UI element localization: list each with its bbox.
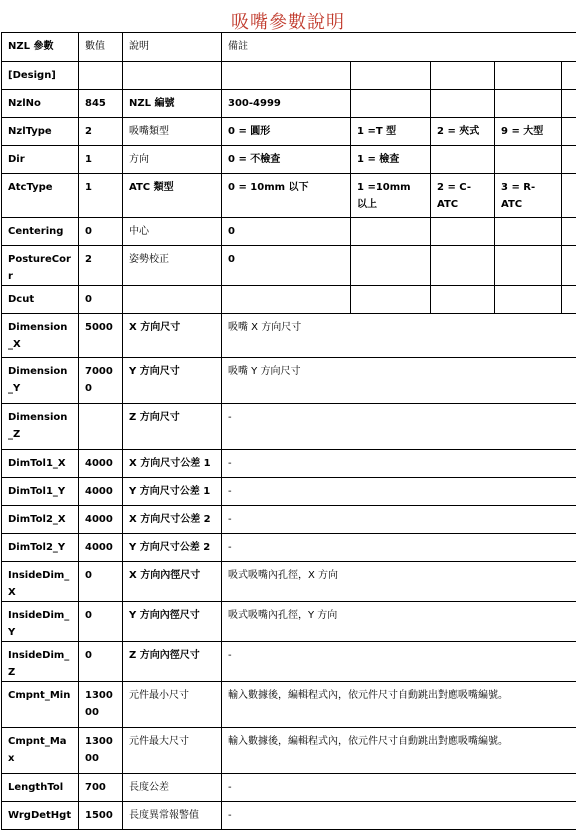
option-1 [351,218,431,246]
param-note: - [222,774,576,802]
param-name: DimTol1_X [2,450,79,478]
param-description: 中心 [123,218,222,246]
extra-cell [562,118,576,146]
option-1 [351,62,431,90]
param-note: - [222,534,576,562]
param-name: AtcType [2,174,79,218]
param-value: 130000 [79,682,123,728]
param-note: 0 [222,218,351,246]
param-note: 0 [222,246,351,286]
param-name: [Design] [2,62,79,90]
option-1 [351,246,431,286]
option-1: 1 =10mm 以上 [351,174,431,218]
param-value: 4000 [79,478,123,506]
param-name: DimTol1_Y [2,478,79,506]
param-description: NZL 編號 [123,90,222,118]
param-description: 方向 [123,146,222,174]
param-description [123,286,222,314]
extra-cell [562,174,576,218]
param-name: Dimension_X [2,314,79,358]
param-name: LengthTol [2,774,79,802]
option-2 [431,218,495,246]
param-description: X 方向尺寸 [123,314,222,358]
param-description: 元件最大尺寸 [123,728,222,774]
header-desc: 說明 [123,33,222,62]
param-value: 1500 [79,802,123,830]
param-note: 吸嘴 Y 方向尺寸 [222,358,576,404]
param-value [79,62,123,90]
table-row [2,450,576,478]
extra-cell [562,62,576,90]
param-note: 300-4999 [222,90,351,118]
option-2 [431,90,495,118]
param-description: Z 方向尺寸 [123,404,222,450]
option-2 [431,146,495,174]
param-name: Cmpnt_Min [2,682,79,728]
param-description: 吸嘴類型 [123,118,222,146]
param-name: Dir [2,146,79,174]
option-3 [495,62,562,90]
param-note [222,286,351,314]
param-value: 5000 [79,314,123,358]
table-row [2,118,576,146]
header-param: NZL 參數 [2,33,79,62]
table-row [2,90,576,118]
table-row [2,562,576,602]
table-row [2,506,576,534]
option-3 [495,246,562,286]
param-name: InsideDim_X [2,562,79,602]
table-row [2,218,576,246]
extra-cell [562,286,576,314]
param-name: DimTol2_X [2,506,79,534]
param-value: 4000 [79,450,123,478]
param-value: 2 [79,118,123,146]
param-name: Centering [2,218,79,246]
param-value: 70000 [79,358,123,404]
table-row [2,478,576,506]
option-3: 3 = R-ATC [495,174,562,218]
table-row [2,774,576,802]
param-description: 元件最小尺寸 [123,682,222,728]
param-name: Dcut [2,286,79,314]
param-value: 4000 [79,534,123,562]
option-1: 1 = 檢查 [351,146,431,174]
param-name: Dimension_Z [2,404,79,450]
param-description: X 方向尺寸公差 1 [123,450,222,478]
param-name: Cmpnt_Max [2,728,79,774]
option-3 [495,286,562,314]
extra-cell [562,90,576,118]
option-3 [495,90,562,118]
param-name: WrgDetHgt [2,802,79,830]
param-value: 0 [79,218,123,246]
option-3: 9 = 大型 [495,118,562,146]
option-2: 2 = C-ATC [431,174,495,218]
table-header-row [2,33,576,62]
table-row [2,728,576,774]
param-description: Y 方向內徑尺寸 [123,602,222,642]
param-description: X 方向尺寸公差 2 [123,506,222,534]
param-note: - [222,450,576,478]
param-value: 0 [79,562,123,602]
table-row [2,146,576,174]
option-3 [495,218,562,246]
table-row [2,642,576,682]
option-1 [351,286,431,314]
param-name: DimTol2_Y [2,534,79,562]
table-row [2,682,576,728]
param-value: 4000 [79,506,123,534]
param-note: - [222,506,576,534]
param-value [79,404,123,450]
option-3 [495,146,562,174]
param-value: 700 [79,774,123,802]
table-row [2,602,576,642]
table-row [2,404,576,450]
nozzle-parameter-table [1,32,576,830]
param-note: - [222,478,576,506]
param-description: ATC 類型 [123,174,222,218]
document-title: 吸嘴參數說明 [0,8,576,34]
table-row [2,314,576,358]
param-note: 吸式吸嘴內孔徑，Y 方向 [222,602,576,642]
param-description: 長度公差 [123,774,222,802]
param-note: 吸式吸嘴內孔徑，X 方向 [222,562,576,602]
header-value: 數值 [79,33,123,62]
param-note: 0 = 圓形 [222,118,351,146]
param-description: Y 方向尺寸 [123,358,222,404]
extra-cell [562,218,576,246]
param-note: 0 = 不檢查 [222,146,351,174]
param-value: 1 [79,146,123,174]
param-note: - [222,404,576,450]
param-note [222,62,351,90]
param-value: 1 [79,174,123,218]
option-1 [351,90,431,118]
table-row [2,286,576,314]
option-2 [431,62,495,90]
param-note: 吸嘴 X 方向尺寸 [222,314,576,358]
param-name: NzlType [2,118,79,146]
extra-cell [562,146,576,174]
param-value: 845 [79,90,123,118]
header-note: 備註 [222,33,576,62]
param-name: InsideDim_Y [2,602,79,642]
param-name: PostureCorr [2,246,79,286]
option-1: 1 =T 型 [351,118,431,146]
param-description: Y 方向尺寸公差 2 [123,534,222,562]
table-row [2,62,576,90]
option-2: 2 = 夾式 [431,118,495,146]
param-name: InsideDim_Z [2,642,79,682]
param-note: - [222,642,576,682]
table-row [2,534,576,562]
param-description: 姿勢校正 [123,246,222,286]
param-note: 輸入數據後，編輯程式內，依元件尺寸自動跳出對應吸嘴編號。 [222,728,576,774]
table-row [2,246,576,286]
table-row [2,358,576,404]
table-row [2,174,576,218]
param-note: - [222,802,576,830]
param-note: 0 = 10mm 以下 [222,174,351,218]
param-name: Dimension_Y [2,358,79,404]
param-description: Z 方向內徑尺寸 [123,642,222,682]
param-value: 2 [79,246,123,286]
table-row [2,802,576,830]
option-2 [431,246,495,286]
param-description [123,62,222,90]
param-value: 0 [79,602,123,642]
param-value: 0 [79,286,123,314]
param-description: Y 方向尺寸公差 1 [123,478,222,506]
param-value: 0 [79,642,123,682]
param-value: 130000 [79,728,123,774]
param-name: NzlNo [2,90,79,118]
extra-cell [562,246,576,286]
param-description: X 方向內徑尺寸 [123,562,222,602]
param-description: 長度異常報警值 [123,802,222,830]
option-2 [431,286,495,314]
param-note: 輸入數據後，編輯程式內，依元件尺寸自動跳出對應吸嘴編號。 [222,682,576,728]
